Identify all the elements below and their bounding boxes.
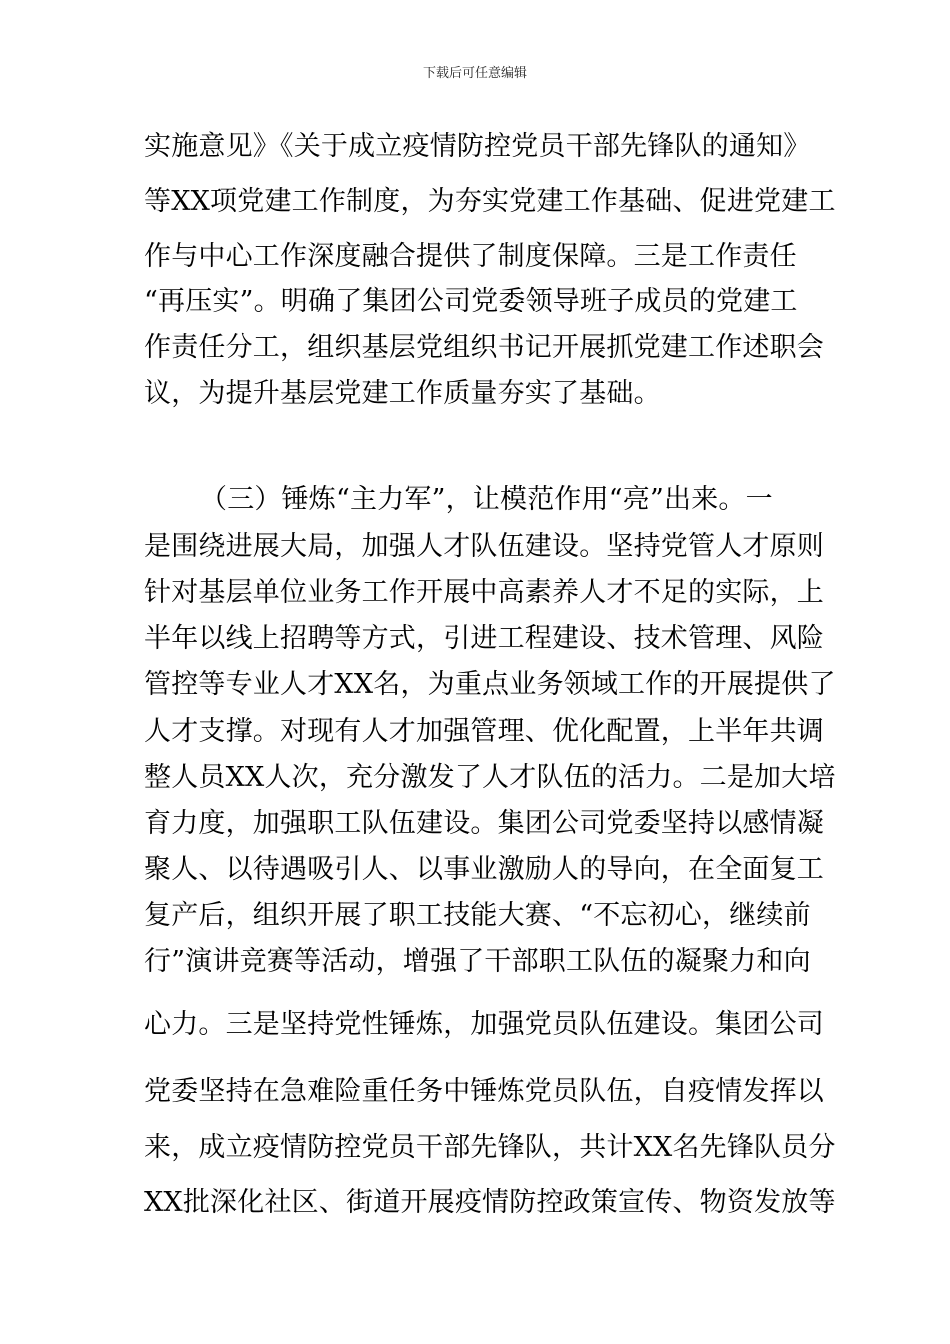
text-line: 人才支撑。对现有人才加强管理、优化配置，上半年共调 xyxy=(144,716,824,747)
text-line: 心力。三是坚持党性锤炼，加强党员队伍建设。集团公司 xyxy=(144,1009,824,1040)
text-line: 半年以线上招聘等方式，引进工程建设、技术管理、风险 xyxy=(144,623,824,654)
text-line: “再压实”。明确了集团公司党委领导班子成员的党建工 xyxy=(144,286,798,317)
text-line: 来，成立疫情防控党员干部先锋队，共计XX名先锋队员分 xyxy=(144,1132,836,1163)
text-line: XX批深化社区、街道开展疫情防控政策宣传、物资发放等 xyxy=(144,1187,836,1218)
text-line: 议，为提升基层党建工作质量夯实了基础。 xyxy=(144,378,661,409)
text-line: 针对基层单位业务工作开展中高素养人才不足的实际，上 xyxy=(144,577,824,608)
text-line: 育力度，加强职工队伍建设。集团公司党委坚持以感情凝 xyxy=(144,808,824,839)
text-line: 等XX项党建工作制度，为夯实党建工作基础、促进党建工 xyxy=(144,186,836,217)
page-header: 下载后可任意编辑 xyxy=(422,66,527,81)
text-line: 聚人、以待遇吸引人、以事业激励人的导向，在全面复工 xyxy=(144,854,824,885)
text-line: 实施意见》《关于成立疫情防控党员干部先锋队的通知》 xyxy=(144,131,811,162)
text-line: 管控等专业人才XX名，为重点业务领域工作的开展提供了 xyxy=(144,669,836,700)
paragraph-first-line: （三）锤炼“主力军”，让模范作用“亮”出来。一 xyxy=(200,484,773,515)
text-line: 整人员XX人次，充分激发了人才队伍的活力。二是加大培 xyxy=(144,762,836,793)
text-line: 作与中心工作深度融合提供了制度保障。三是工作责任 xyxy=(144,241,797,272)
text-line: 复产后，组织开展了职工技能大赛、“不忘初心，继续前 xyxy=(144,900,811,931)
text-line: 行”演讲竞赛等活动，增强了干部职工队伍的凝聚力和向 xyxy=(144,946,811,977)
text-line: 党委坚持在急难险重任务中锤炼党员队伍，自疫情发挥以 xyxy=(144,1076,824,1107)
text-line: 是围绕进展大局，加强人才队伍建设。坚持党管人才原则 xyxy=(144,531,824,562)
text-line: 作责任分工，组织基层党组织书记开展抓党建工作述职会 xyxy=(144,332,824,363)
